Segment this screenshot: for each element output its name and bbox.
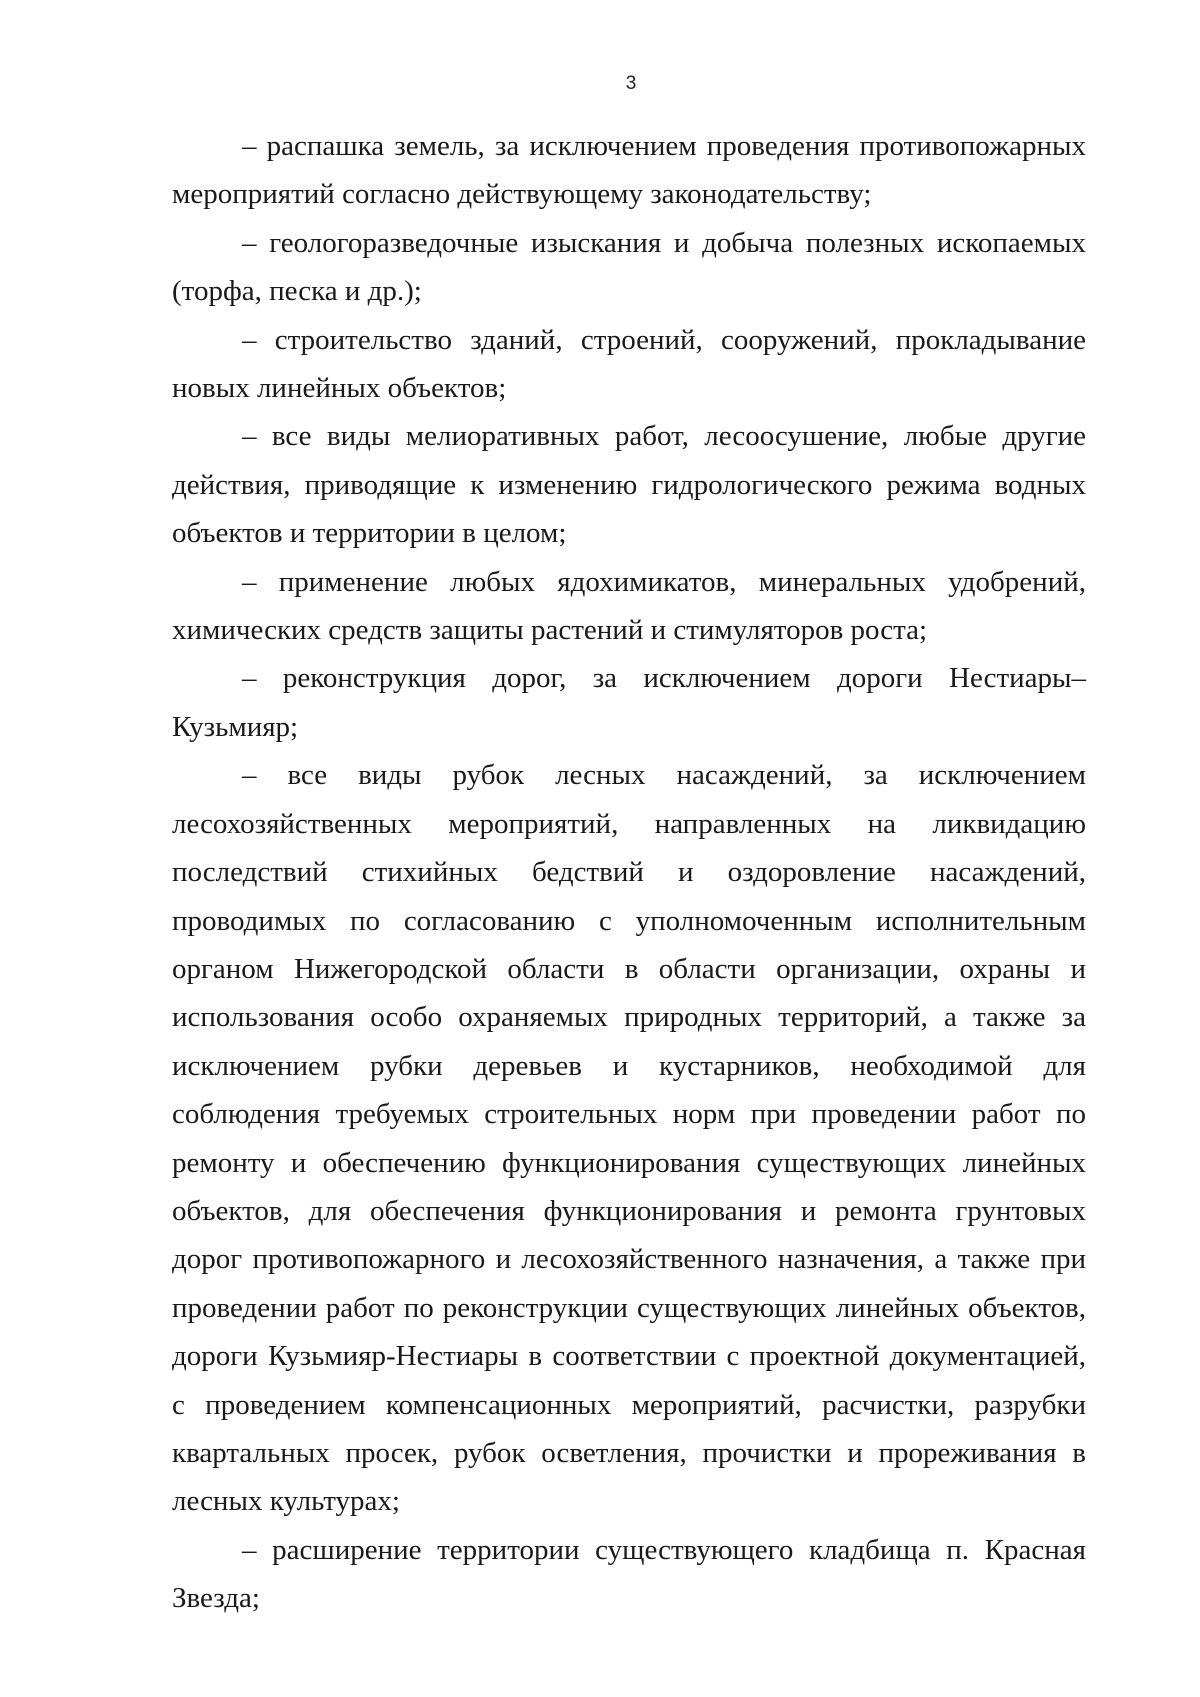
list-item-chemicals: – применение любых ядохимикатов, минеральных удобрений, химических средств защиты растений и стимуляторов роста; (172, 565, 1086, 647)
list-item-geological-exploration: – геологоразведочные изыскания и добыча полезных ископаемых (торфа, песка и др.); (172, 226, 1086, 308)
list-item-cemetery-expansion: – расширение территории существующего кладбища п. Красная Звезда; (172, 1533, 1086, 1615)
list-item-road-reconstruction: – реконструкция дорог, за исключением дороги Нестиары–Кузьмияр; (172, 662, 1086, 743)
list-item-melioration: – все виды мелиоративных работ, лесоосушение, любые другие действия, приводящие к изменению гидрологического режима водных объектов и территории в целом; (172, 420, 1086, 550)
list-item-plowing: – распашка земель, за исключением проведения противопожарных мероприятий согласно действующему законодательству; (172, 130, 1086, 211)
document-body (172, 122, 1086, 1623)
list-item-construction: – строительство зданий, строений, сооружений, прокладывание новых линейных объектов; (172, 323, 1086, 405)
page-number: 3 (625, 73, 637, 94)
list-item-forest-felling: – все виды рубок лесных насаждений, за исключением лесохозяйственных мероприятий, направленных на ликвидацию последствий стихийных бедствий и оздоровление насаждений, проводимых по согласованию с уполномоченным исполнительным органом Нижегородской области в области организации, охраны и использования особо охраняемых природных территорий, а также за исключением рубки деревьев и кустарников, необходимой для соблюдения требуемых строительных норм при проведении работ по ремонту и обеспечению функционирования существующих линейных объектов, для обеспечения функционирования и ремонта грунтовых дорог противопожарного и лесохозяйственного назначения, а также при проведении работ по реконструкции существующих линейных объектов, дороги Кузьмияр-Нестиары в соответствии с проектной документацией, с проведением компенсационных мероприятий, расчистки, разрубки квартальных просек, рубок осветления, прочистки и прореживания в лесных культурах; (172, 759, 1086, 1518)
